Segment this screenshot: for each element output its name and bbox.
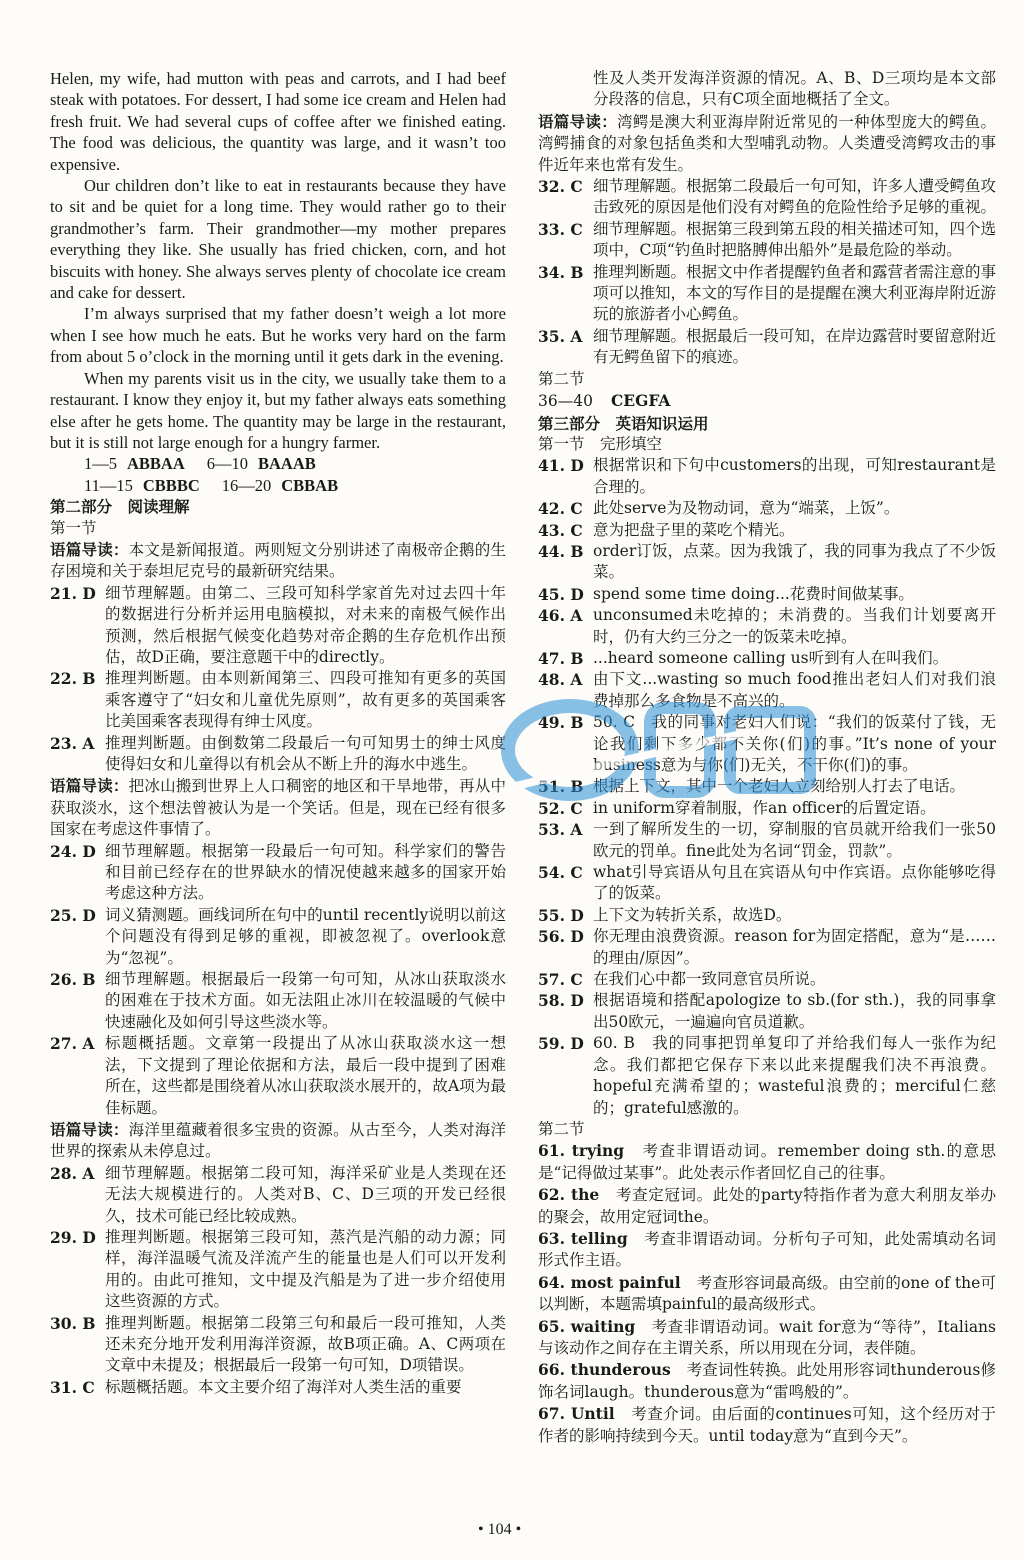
answer-explanation: 细节理解题。根据最后一段第一句可知，从冰山获取淡水的困难在于技术方面。如无法阻止冰川在较温暖的气候中快速融化及如何引导这些淡水等。 <box>105 970 506 1031</box>
answer-number: 59. D <box>538 1034 584 1054</box>
answer-number: 26. B <box>50 970 96 990</box>
answer-number: 47. B <box>538 648 584 668</box>
answer-line <box>538 1184 996 1228</box>
answer-item <box>538 905 996 926</box>
answer-item <box>538 1403 996 1447</box>
answer-number: 65. waiting <box>538 1316 636 1336</box>
key-answers: CEGFA <box>610 391 671 411</box>
answer-item <box>538 1184 996 1228</box>
answer-number: 56. D <box>538 927 584 947</box>
key-answers: CBBBC <box>142 475 200 495</box>
answer-item <box>50 905 506 969</box>
answer-number: 64. most painful <box>538 1272 681 1292</box>
answer-explanation: 一到了解所发生的一切，穿制服的官员就开给我们一张50欧元的罚单。fine此处为名词“罚金，罚款”。 <box>593 820 996 860</box>
section-title: 第二节 <box>538 1119 585 1138</box>
intro-text: 把冰山搬到世界上人口稠密的地区和干旱地带，再从中获取淡水，这个想法曾被认为是一个笑话。但是，现在已经有很多国家在考虑这件事情了。 <box>50 777 506 839</box>
right-column <box>538 68 996 1447</box>
answer-item <box>538 541 996 584</box>
answer-explanation: 标题概括题。文章第一段提出了从冰山获取淡水这一想法，下文提到了理论依据和方法，最后一段中提到了困难所在，这些都是围绕着从冰山获取淡水展开的，故A项为最佳标题。 <box>105 1034 506 1117</box>
answer-explanation: 此处serve为及物动词，意为“端菜，上饭”。 <box>593 499 900 518</box>
answer-explanation: 考查非谓语动词。分析句子可知，此处需填动名词形式作主语。 <box>538 1229 996 1270</box>
answer-item <box>538 219 996 262</box>
intro-text: 湾鳄是澳大利亚海岸附近常见的一种体型庞大的鳄鱼。湾鳄捕食的对象包括鱼类和大型哺乳动物。人类遭受湾鳄攻击的事件近年来也常有发生。 <box>538 112 996 174</box>
answer-number: 57. C <box>538 970 583 990</box>
answer-item <box>538 712 996 776</box>
answer-explanation: 由下文...wasting so much food推出老妇人们对我们浪费掉那么多食物是不高兴的。 <box>593 670 996 710</box>
answer-explanation: ...heard someone calling us听到有人在叫我们。 <box>593 648 949 667</box>
answer-number: 25. D <box>50 905 96 925</box>
answer-explanation: 60. B 我的同事把罚单复印了并给我们每人一张作为纪念。我们都把它保存下来以此来提醒我们决不再浪费。hopeful充满希望的；wasteful浪费的；merciful仁慈的；grateful感激的。 <box>593 1034 996 1117</box>
answer-item <box>50 668 506 732</box>
intro-label: 语篇导读： <box>538 111 618 131</box>
answer-key-row <box>84 475 506 496</box>
answer-item <box>538 1033 996 1119</box>
answer-item <box>538 605 996 648</box>
answer-number: 23. A <box>50 733 95 753</box>
answer-item <box>50 1227 506 1313</box>
answer-explanation: unconsumed未吃掉的；未消费的。当我们计划要离开时，仍有大约三分之一的饭菜未吃掉。 <box>593 606 996 646</box>
answer-explanation: 在我们心中都一致同意官员所说。 <box>593 970 826 989</box>
intro-text: 海洋里蕴藏着很多宝贵的资源。从古至今，人类对海洋世界的探索从未停息过。 <box>50 1120 506 1161</box>
passage-intro <box>50 775 506 840</box>
answer-key-row <box>538 390 996 412</box>
answer-explanation: 考查形容词最高级。由空前的one of the可以判断，本题需填painful的最高级形式。 <box>538 1273 997 1314</box>
answer-item <box>538 455 996 498</box>
passage-intro <box>538 111 996 176</box>
answer-item <box>538 1140 996 1184</box>
answer-explanation: what引导宾语从句且在宾语从句中作宾语。点你能够吃得了的饭菜。 <box>593 863 996 903</box>
answer-item <box>538 1359 996 1403</box>
answer-item <box>538 1272 996 1316</box>
answer-key-row <box>84 453 506 474</box>
answer-explanation: 意为把盘子里的菜吃个精光。 <box>593 520 795 539</box>
answer-number: 63. telling <box>538 1228 628 1248</box>
passage-intro <box>50 1119 506 1163</box>
answer-item <box>538 498 996 519</box>
answer-item <box>50 969 506 1033</box>
answer-number: 28. A <box>50 1163 95 1183</box>
answer-item <box>538 584 996 605</box>
answer-item <box>538 648 996 669</box>
answer-explanation: 推理判断题。根据第三段可知，蒸汽是汽船的动力源；同样，海洋温暖气流及洋流产生的能量也是人们可以开发利用的。由此可推知，文中提及汽船是为了进一步介绍使用这些资源的方式。 <box>105 1227 506 1311</box>
key-range: 6—10 <box>206 454 249 474</box>
key-answers: BAAAB <box>258 454 316 474</box>
answer-explanation: order订饭，点菜。因为我饿了，我的同事为我点了不少饭菜。 <box>593 541 996 582</box>
answer-number: 33. C <box>538 219 583 239</box>
answer-explanation: 考查介词。由后面的continues可知，这个经历对于作者的影响持续到今天。until today意为“直到今天”。 <box>538 1405 996 1445</box>
part-title: 第三部分 英语知识运用 <box>538 413 709 433</box>
left-column <box>50 68 506 1398</box>
passage-intro <box>50 539 506 583</box>
answer-item <box>50 583 506 669</box>
passage-paragraph: I’m always surprised that my father doesn’t weigh a lot more when I see how much he eats. But he works very hard on the farm from about 5 o’clock in the morning until it gets dark in the evening. <box>50 304 506 367</box>
section-title: 第一节 <box>50 518 97 537</box>
passage <box>50 68 506 453</box>
answer-item <box>50 841 506 905</box>
answer-explanation: in uniform穿着制服，作an officer的后置定语。 <box>593 798 936 817</box>
answer-number: 41. D <box>538 456 584 476</box>
answer-number: 46. A <box>538 606 583 626</box>
answer-item <box>538 326 996 369</box>
answer-explanation: 根据上下文，其中一个老妇人立刻给别人打去了电话。 <box>593 777 966 796</box>
answer-number: 22. B <box>50 669 96 689</box>
answer-explanation: 标题概括题。本文主要介绍了海洋对人类生活的重要 <box>105 1377 462 1396</box>
answer-number: 24. D <box>50 841 96 861</box>
page-number: • 104 • <box>478 1521 522 1538</box>
answer-item <box>50 1313 506 1377</box>
answer-number: 67. Until <box>538 1404 615 1424</box>
answer-explanation: 细节理解题。根据第三段到第五段的相关描述可知，四个选项中，C项“钓鱼时把胳膊伸出船外”是最危险的举动。 <box>593 219 997 260</box>
key-range: 16—20 <box>221 475 272 495</box>
intro-label: 语篇导读： <box>50 539 129 559</box>
answer-explanation: 推理判断题。由本则新闻第三、四段可推知有更多的英国乘客遵守了“妇女和儿童优先原则”，故有更多的英国乘客比美国乘客表现得有绅士风度。 <box>105 669 506 731</box>
answer-item <box>538 819 996 862</box>
section-title: 第一节 完形填空 <box>538 434 663 453</box>
answer-explanation: 推理判断题。根据第二段第三句和最后一段可推知，人类还未充分地开发利用海洋资源，故B项正确。A、C两项在文章中未提及；根据最后一段第一句可知，D项错误。 <box>105 1313 506 1375</box>
answer-explanation: 推理判断题。根据文中作者提醒钓鱼者和露营者需注意的事项可以推知，本文的写作目的是提醒在澳大利亚海岸附近游玩的旅游者小心鳄鱼。 <box>593 262 997 324</box>
answer-item <box>50 1163 506 1227</box>
key-range: 11—15 <box>84 475 133 495</box>
answer-line <box>538 1272 996 1316</box>
answer-item <box>50 1377 506 1398</box>
answer-number: 62. the <box>538 1185 600 1205</box>
passage-paragraph: When my parents visit us in the city, we usually take them to a restaurant. I know they enjoy it, but my father always eats something else after he gets home. The quantity may be large in the restaurant, but it is still not large enough for a hungry farmer. <box>50 368 506 452</box>
key-range: 1—5 <box>84 454 117 474</box>
answer-item <box>538 969 996 990</box>
answer-number: 27. A <box>50 1034 95 1054</box>
answer-line <box>538 1359 996 1403</box>
answer-line <box>538 1316 996 1360</box>
answer-explanation: 细节理解题。由第二、三段可知科学家首先对过去四十年的数据进行分析并运用电脑模拟，对未来的南极气候作出预测，然后根据气候变化趋势对帝企鹅的生存危机作出预估，故D正确，要注意题干中的directly。 <box>105 583 506 666</box>
answer-number: 55. D <box>538 905 584 925</box>
answer-item <box>50 733 506 776</box>
answer-number: 43. C <box>538 520 583 540</box>
intro-text: 本文是新闻报道。两则短文分别讲述了南极帝企鹅的生存困境和关于泰坦尼克号的最新研究结果。 <box>50 540 506 581</box>
answer-item <box>538 520 996 541</box>
answer-number: 61. trying <box>538 1141 625 1161</box>
key-range: 36—40 <box>538 392 593 411</box>
answer-item <box>538 669 996 712</box>
answer-explanation: 细节理解题。根据最后一段可知，在岸边露营时要留意附近有无鳄鱼留下的痕迹。 <box>593 326 997 367</box>
answer-number: 51. B <box>538 777 584 797</box>
part-title: 第二部分 阅读理解 <box>50 497 190 517</box>
answer-explanation: 词义猜测题。画线词所在句中的until recently说明以前这个问题没有得到足够的重视，即被忽视了。overlook意为“忽视”。 <box>105 905 506 967</box>
answer-number: 34. B <box>538 262 584 282</box>
answer-number: 44. B <box>538 541 584 561</box>
answer-number: 30. B <box>50 1313 96 1333</box>
answer-explanation: spend some time doing...花费时间做某事。 <box>593 584 914 603</box>
answer-line <box>538 1228 996 1272</box>
answer-number: 21. D <box>50 583 96 603</box>
answer-explanation: 根据语境和搭配apologize to sb.(for sth.)，我的同事拿出50欧元，一遍遍向官员道歉。 <box>593 991 996 1031</box>
answer-item <box>538 262 996 326</box>
answer-number: 48. A <box>538 670 583 690</box>
answer-explanation: 考查非谓语动词。wait for意为“等待”，Italians与该动作之间存在主谓关系，所以用现在分词，表伴随。 <box>538 1317 996 1357</box>
answer-continuation: 性及人类开发海洋资源的情况。A、B、D三项均是本文部分段落的信息，只有C项全面地概括了全文。 <box>593 69 996 109</box>
answer-item <box>538 776 996 797</box>
answer-explanation: 50. C 我的同事对老妇人们说：“我们的饭菜付了钱，无论我们剩下多少都不关你(们)的事。”It’s none of your business意为与你(们)无关，不干你(们)的事。 <box>593 713 996 774</box>
answer-explanation: 考查定冠词。此处的party特指作者为意大利朋友举办的聚会，故用定冠词the。 <box>538 1186 996 1226</box>
answer-number: 35. A <box>538 326 583 346</box>
answer-number: 66. thunderous <box>538 1360 671 1380</box>
answer-explanation: 考查非谓语动词。remember doing sth.的意思是“记得做过某事”。此处表示作者回忆自己的往事。 <box>538 1142 996 1182</box>
answer-number: 53. A <box>538 820 583 840</box>
answer-explanation: 推理判断题。由倒数第二段最后一句可知男士的绅士风度使得妇女和儿童得以有机会从不断上升的海水中逃生。 <box>105 733 506 773</box>
intro-label: 语篇导读： <box>50 1119 129 1139</box>
intro-label: 语篇导读： <box>50 776 129 796</box>
answer-item <box>538 176 996 219</box>
answer-explanation: 细节理解题。根据第二段可知，海洋采矿业是人类现在还无法大规模进行的。人类对B、C、D三项的开发已经很久，技术可能已经比较成熟。 <box>105 1163 506 1225</box>
answer-number: 52. C <box>538 798 583 818</box>
answer-explanation: 你无理由浪费资源。reason for为固定搭配，意为“是……的理由/原因”。 <box>593 927 996 967</box>
answer-number: 31. C <box>50 1377 95 1397</box>
answer-explanation: 细节理解题。根据第二段最后一句可知，许多人遭受鳄鱼攻击致死的原因是他们没有对鳄鱼的危险性给予足够的重视。 <box>593 177 997 217</box>
answer-explanation: 上下文为转折关系，故选D。 <box>593 905 792 924</box>
section-title: 第二节 <box>538 369 585 388</box>
answer-number: 58. D <box>538 991 584 1011</box>
answer-explanation: 细节理解题。根据第一段最后一句可知。科学家们的警告和目前已经存在的世界缺水的情况使越来越多的国家开始考虑这种方法。 <box>105 841 506 903</box>
answer-item <box>538 862 996 905</box>
answer-item <box>538 1316 996 1360</box>
answer-line <box>538 1140 996 1184</box>
passage-paragraph: Helen, my wife, had mutton with peas and carrots, and I had beef steak with potatoes. For dessert, I had some ice cream and Helen had fresh fruit. We had several cups of coffee after we finished eating. The food was delicious, the quantity was large, and it wasn’t too expensive. <box>50 69 506 174</box>
answer-item <box>50 1033 506 1119</box>
answer-number: 54. C <box>538 863 583 883</box>
answer-item <box>538 926 996 969</box>
answer-line <box>538 1403 996 1447</box>
answer-number: 29. D <box>50 1227 96 1247</box>
passage-paragraph: Our children don’t like to eat in restaurants because they have to sit and be quiet for a long time. They would rather go to their grandmother’s farm. Their grandmother—my mother prepares everything they like. She usually has fried chicken, corn, and hot biscuits with honey. She always serves plenty of chocolate ice cream and cake for dessert. <box>50 176 506 303</box>
answer-number: 45. D <box>538 584 584 604</box>
answer-number: 42. C <box>538 499 583 519</box>
answer-explanation: 根据常识和下句中customers的出现，可知restaurant是合理的。 <box>593 456 996 496</box>
answer-number: 32. C <box>538 177 583 197</box>
answer-explanation: 考查词性转换。此处用形容词thunderous修饰名词laugh。thunderous意为“雷鸣般的”。 <box>538 1361 996 1401</box>
answer-item <box>538 990 996 1033</box>
key-answers: ABBAA <box>127 454 185 474</box>
answer-item <box>538 1228 996 1272</box>
answer-number: 49. B <box>538 713 584 733</box>
answer-item <box>538 798 996 819</box>
key-answers: CBBAB <box>281 475 339 495</box>
